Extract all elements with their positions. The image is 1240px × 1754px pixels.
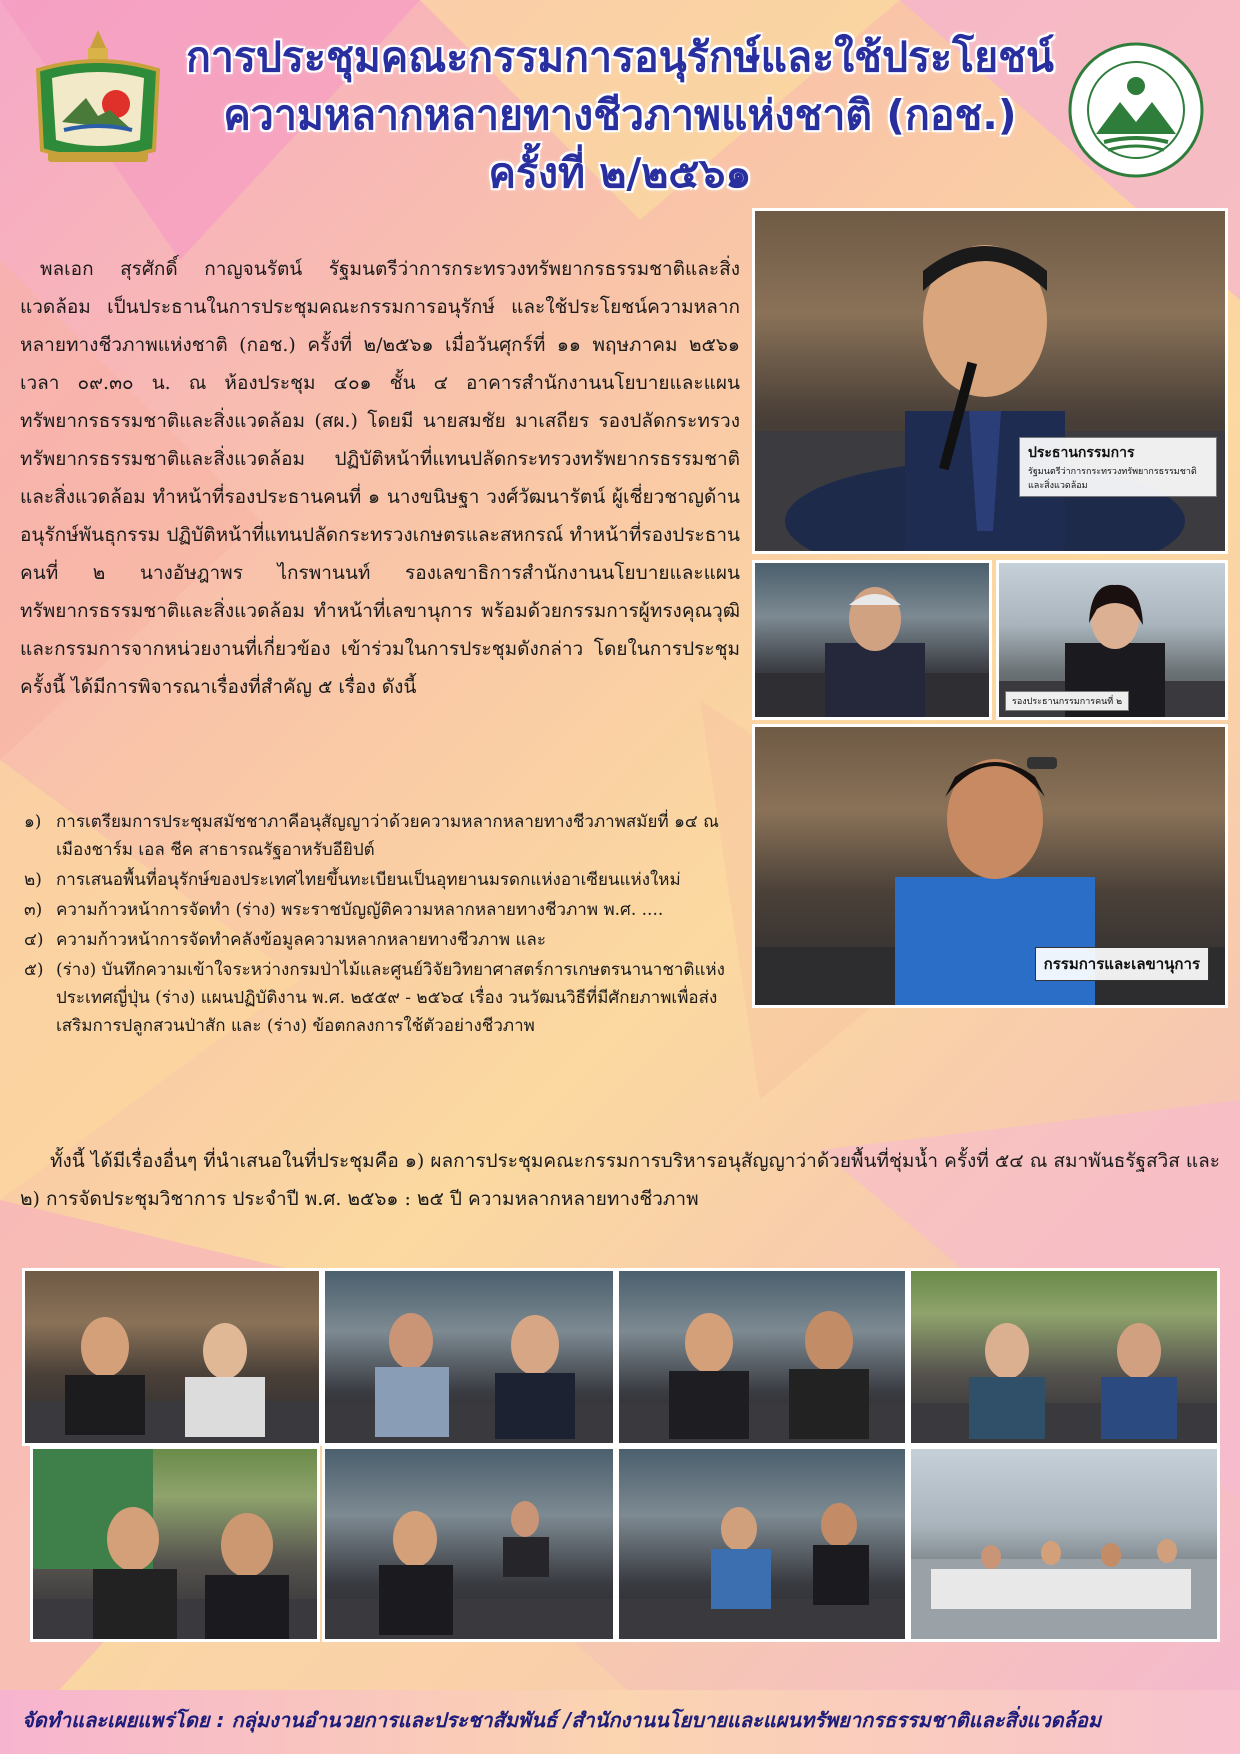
agenda-number: ๒) <box>24 870 42 890</box>
attendees-figure <box>911 1271 1220 1446</box>
footer-band <box>0 1690 1240 1754</box>
attendee-photo-8 <box>908 1446 1220 1642</box>
agenda-number: ๓) <box>24 900 43 920</box>
agenda-item <box>24 926 744 954</box>
secretary-caption: กรรมการและเลขานุการ <box>1035 947 1209 981</box>
footer-credit: จัดทำและเผยแพร่โดย : กลุ่มงานอำนวยการและประชาสัมพันธ์ /สำนักงานนโยบายและแผนทรัพยากรธรรมชาติและสิ่งแวดล้อม <box>22 1708 1102 1732</box>
agenda-text: การเสนอพื้นที่อนุรักษ์ของประเทศไทยขึ้นทะเบียนเป็นอุทยานมรดกแห่งอาเซียนแห่งใหม่ <box>56 870 681 890</box>
attendee-photo-5 <box>30 1446 320 1642</box>
vice-chair-2-photo <box>996 560 1228 720</box>
attendee-photo-3 <box>616 1268 908 1446</box>
agenda-list <box>24 808 744 1042</box>
agenda-text: ความก้าวหน้าการจัดทำ (ร่าง) พระราชบัญญัติความหลากหลายทางชีวภาพ พ.ศ. .... <box>56 900 664 920</box>
agenda-number: ๔) <box>24 930 44 950</box>
agenda-item <box>24 866 744 894</box>
onep-logo <box>1068 42 1204 178</box>
attendees-figure <box>325 1271 616 1446</box>
agenda-text: (ร่าง) บันทึกความเข้าใจระหว่างกรมป่าไม้และศูนย์วิจัยวิทยาศาสตร์การเกษตรนานาชาติแห่งประเทศญี่ปุ่น (ร่าง) แผนปฏิบัติงาน พ.ศ. ๒๕๕๙ - ๒๕๖๔ เรื่อง วนวัฒนวิธีที่มีศักยภาพเพื่อส่งเสริมการปลูกสวนป่าสัก และ (ร่าง) ข้อตกลงการใช้ตัวอย่างชีวภาพ <box>56 960 725 1036</box>
agenda-item <box>24 896 744 924</box>
attendee-photo-6 <box>322 1446 616 1642</box>
vice-chair-1-photo <box>752 560 992 720</box>
caption-sub-2: และสิ่งแวดล้อม <box>1028 481 1088 491</box>
title-line-3: ครั้งที่ ๒/๒๕๖๑ <box>488 149 752 197</box>
chairman-photo <box>752 208 1228 554</box>
agenda-item <box>24 956 744 1040</box>
attendees-figure <box>325 1449 616 1642</box>
outro-paragraph: ทั้งนี้ ได้มีเรื่องอื่นๆ ที่นำเสนอในที่ประชุมคือ ๑) ผลการประชุมคณะกรรมการบริหารอนุสัญญาว่าด้วยพื้นที่ชุ่มน้ำ ครั้งที่ ๕๔ ณ สมาพันธรัฐสวิส และ ๒) การจัดประชุมวิชาการ ประจำปี พ.ศ. ๒๕๖๑ : ๒๕ ปี ความหลากหลายทางชีวภาพ <box>20 1150 1220 1210</box>
secretary-photo <box>752 724 1228 1008</box>
attendee-photo-4 <box>908 1268 1220 1446</box>
outro-section <box>20 1142 1220 1218</box>
vice-chair-1-figure <box>755 563 992 720</box>
attendees-figure <box>25 1271 322 1446</box>
attendees-figure <box>619 1271 908 1446</box>
chairman-caption <box>1019 437 1217 497</box>
attendee-photo-2 <box>322 1268 616 1446</box>
attendees-figure <box>33 1449 320 1642</box>
agenda-number: ๕) <box>24 960 44 980</box>
title-line-1: การประชุมคณะกรรมการอนุรักษ์และใช้ประโยชน์ <box>186 33 1054 81</box>
chairman-figure <box>755 211 1228 554</box>
attendee-photo-7 <box>616 1446 908 1642</box>
agenda-text: การเตรียมการประชุมสมัชชาภาคีอนุสัญญาว่าด้วยความหลากหลายทางชีวภาพสมัยที่ ๑๔ ณ เมืองชาร์ม เอล ชีค สาธารณรัฐอาหรับอียิปต์ <box>56 812 719 860</box>
attendee-photo-1 <box>22 1268 322 1446</box>
title-line-2: ความหลากหลายทางชีวภาพแห่งชาติ (กอช.) <box>223 91 1017 139</box>
poster-title <box>160 28 1080 202</box>
caption-title: ประธานกรรมการ <box>1028 445 1135 461</box>
agenda-number: ๑) <box>24 812 42 832</box>
agenda-text: ความก้าวหน้าการจัดทำคลังข้อมูลความหลากหลายทางชีวภาพ และ <box>56 930 546 950</box>
intro-paragraph: พลเอก สุรศักดิ์ กาญจนรัตน์ รัฐมนตรีว่าการกระทรวงทรัพยากรธรรมชาติและสิ่งแวดล้อม เป็นประธานในการประชุมคณะกรรมการอนุรักษ์ และใช้ประโยชน์ความหลากหลายทางชีวภาพแห่งชาติ (กอช.) ครั้งที่ ๒/๒๕๖๑ เมื่อวันศุกร์ที่ ๑๑ พฤษภาคม ๒๕๖๑ เวลา ๐๙.๓๐ น. ณ ห้องประชุม ๔๐๑ ชั้น ๔ อาคารสำนักงานนโยบายและแผนทรัพยากรธรรมชาติและสิ่งแวดล้อม (สผ.) โดยมี นายสมชัย มาเสถียร รองปลัดกระทรวงทรัพยากรธรรมชาติและสิ่งแวดล้อม ปฏิบัติหน้าที่แทนปลัดกระทรวงทรัพยากรธรรมชาติและสิ่งแวดล้อม ทำหน้าที่รองประธานคนที่ ๑ นางขนิษฐา วงศ์วัฒนารัตน์ ผู้เชี่ยวชาญด้านอนุรักษ์พันธุกรรม ปฏิบัติหน้าที่แทนปลัดกระทรวงเกษตรและสหกรณ์ ทำหน้าที่รองประธานคนที่ ๒ นางอัษฎาพร ไกรพานนท์ รองเลขาธิการสำนักงานนโยบายและแผนทรัพยากรธรรมชาติและสิ่งแวดล้อม ทำหน้าที่เลขานุการ พร้อมด้วยกรรมการผู้ทรงคุณวุฒิและกรรมการจากหน่วยงานที่เกี่ยวข้อง เข้าร่วมในการประชุมดังกล่าว โดยในการประชุมครั้งนี้ ได้มีการพิจารณาเรื่องที่สำคัญ ๕ เรื่อง ดังนี้ <box>20 258 740 698</box>
vice-chair-2-caption: รองประธานกรรมการคนที่ ๒ <box>1005 691 1129 711</box>
attendees-figure <box>619 1449 908 1642</box>
intro-section <box>20 250 740 706</box>
attendees-figure <box>911 1449 1220 1642</box>
caption-sub: รัฐมนตรีว่าการกระทรวงทรัพยากรธรรมชาติ <box>1028 467 1197 477</box>
ministry-emblem-logo <box>28 26 168 166</box>
agenda-item <box>24 808 744 864</box>
